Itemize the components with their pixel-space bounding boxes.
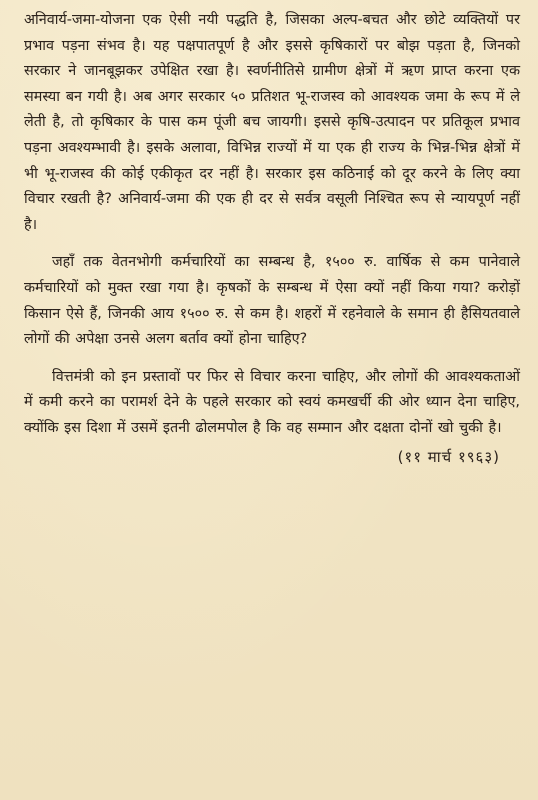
paragraph-salaried-employees: जहाँ तक वेतनभोगी कर्मचारियों का सम्बन्ध है, १५०० रु. वार्षिक से कम पानेवाले कर्मचारियों को मुक्त रखा गया है। कृषकों के सम्बन्ध में ऐसा क्यों नहीं किया गया? करोड़ों किसान ऐसे हैं, जिनकी आय १५०० रु. से कम है। शहरों में रहनेवाले के समान ही हैसियतवाले लोगों की अपेक्षा उनसे अलग बर्ताव क्यों होना चाहिए?	[24, 254, 520, 348]
paragraph-compulsory-deposit: अनिवार्य-जमा-योजना एक ऐसी नयी पद्धति है, जिसका अल्प-बचत और छोटे व्यक्तियों पर प्रभाव पड़ना संभव है। यह पक्षपातपूर्ण है और इससे कृषिकारों पर बोझ पड़ता है, जिनको सरकार ने जानबूझकर उपेक्षित रखा है। स्वर्णनीतिसे ग्रामीण क्षेत्रों में ऋण प्राप्त करना एक समस्या बन गयी है। अब अगर सरकार ५० प्रतिशत भू-राजस्व को आवश्यक जमा के रूप में ले लेती है, तो कृषिकार के पास कम पूंजी बच जायगी। इससे कृषि-उत्पादन पर प्रतिकूल प्रभाव पड़ना अवश्यम्भावी है। इसके अलावा, विभिन्न राज्यों में या एक ही राज्य के भिन्न-भिन्न क्षेत्रों में भी भू-राजस्व की कोई एकीकृत दर नहीं है। सरकार इस कठिनाई को दूर करने के लिए क्या विचार रखती है? अनिवार्य-जमा की एक ही दर से सर्वत्र वसूली निश्चित रूप से न्यायपूर्ण नहीं है।	[24, 12, 520, 233]
document-date: (११ मार्च १९६३)	[397, 447, 500, 466]
paragraph-finance-minister: वित्तमंत्री को इन प्रस्तावों पर फिर से विचार करना चाहिए, और लोगों की आवश्यकताओं में कमी करने का परामर्श देने के पहले सरकार को स्वयं कमखर्ची की ओर ध्यान देना चाहिए, क्योंकि इस दिशा में उसमें इतनी ढोलमपोल है कि वह सम्मान और दक्षता दोनों खो चुकी है।	[24, 368, 520, 436]
